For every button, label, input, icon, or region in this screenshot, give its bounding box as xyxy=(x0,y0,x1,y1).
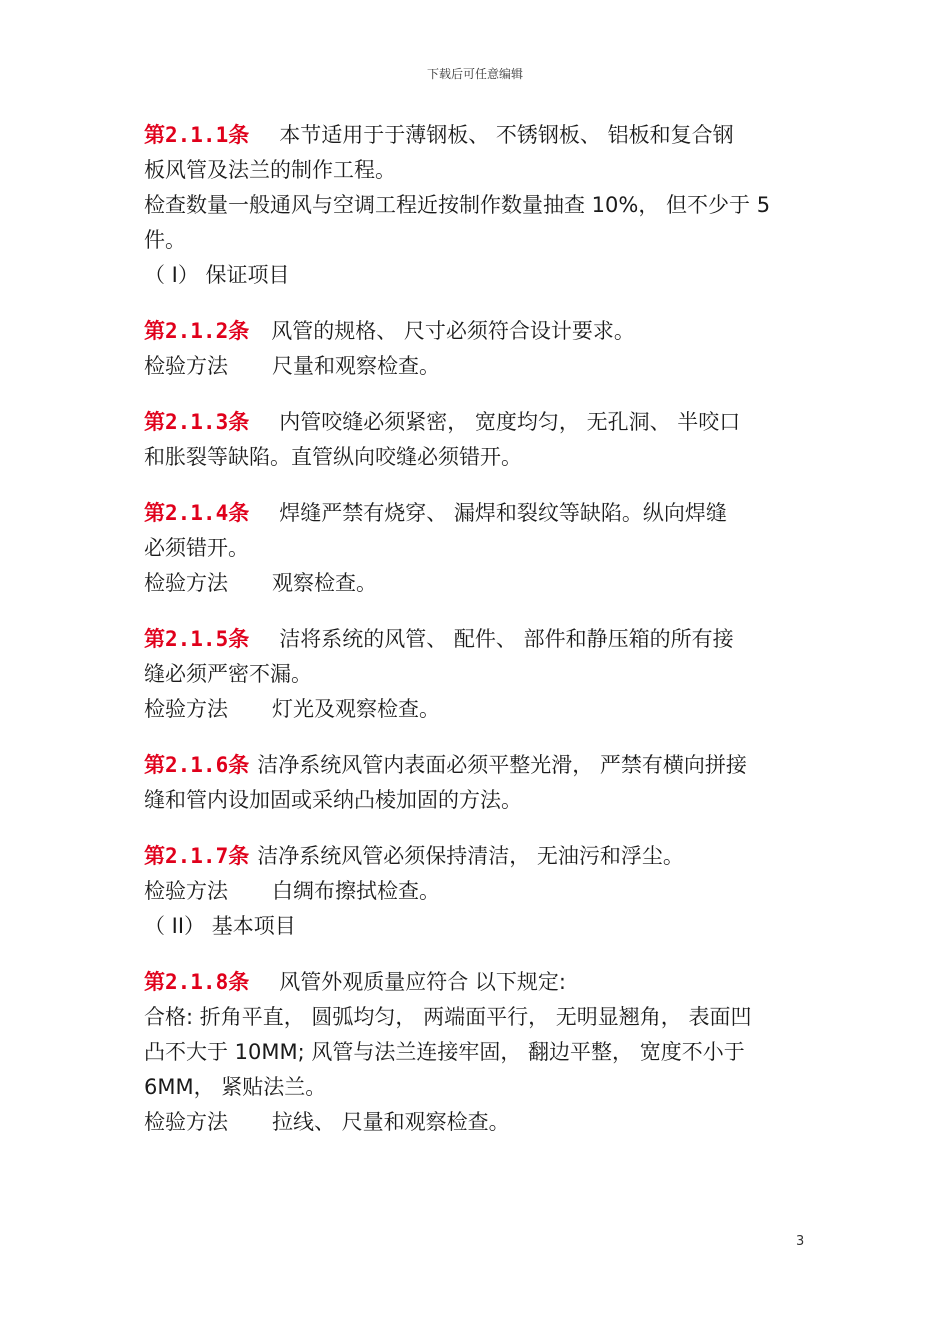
article-text: 风管的规格、 尺寸必须符合设计要求。 xyxy=(271,319,635,343)
article-2-1-1-line-4: 件。 xyxy=(144,228,186,252)
article-2-1-1-line-2: 板风管及法兰的制作工程。 xyxy=(144,158,396,182)
inspection-method-label: 检验方法 xyxy=(144,1110,228,1134)
article-2-1-6-line-2: 缝和管内设加固或采纳凸棱加固的方法。 xyxy=(144,788,522,812)
article-2-1-1-line-3: 检查数量一般通风与空调工程近按制作数量抽查 10%， 但不少于 5 xyxy=(144,193,771,217)
article-text: 洁净系统风管内表面必须平整光滑， 严禁有横向拼接 xyxy=(257,753,747,777)
inspection-method-label: 检验方法 xyxy=(144,354,228,378)
inspection-method xyxy=(144,1105,809,1140)
inspection-method-label: 检验方法 xyxy=(144,879,228,903)
article-2-1-6-line-1 xyxy=(144,748,809,783)
inspection-method-value: 拉线、 尺量和观察检查。 xyxy=(272,1110,510,1134)
article-number: 第2.1.8条 xyxy=(144,970,250,994)
inspection-method xyxy=(144,692,809,727)
article-2-1-1-line-1 xyxy=(144,118,809,153)
article-text: 洁净系统风管必须保持清洁， 无油污和浮尘。 xyxy=(257,844,684,868)
inspection-method xyxy=(144,566,809,601)
section-heading-guarantee: （ I） 保证项目 xyxy=(144,263,290,287)
article-2-1-8-line-2: 合格: 折角平直， 圆弧均匀， 两端面平行， 无明显翘角， 表面凹 xyxy=(144,1005,752,1029)
article-2-1-5-line-2: 缝必须严密不漏。 xyxy=(144,662,312,686)
article-2-1-4-line-1 xyxy=(144,496,809,531)
inspection-method xyxy=(144,874,809,909)
article-text: 风管外观质量应符合 以下规定: xyxy=(279,970,566,994)
article-2-1-5-line-1 xyxy=(144,622,809,657)
inspection-method-value: 白绸布擦拭检查。 xyxy=(272,879,440,903)
document-body xyxy=(144,118,809,1140)
article-2-1-4-line-2: 必须错开。 xyxy=(144,536,249,560)
article-text: 焊缝严禁有烧穿、 漏焊和裂纹等缺陷。纵向焊缝 xyxy=(279,501,727,525)
article-number: 第2.1.7条 xyxy=(144,844,250,868)
article-2-1-7-line-1 xyxy=(144,839,809,874)
article-2-1-3-line-2: 和胀裂等缺陷。直管纵向咬缝必须错开。 xyxy=(144,445,522,469)
article-2-1-8-line-4: 6MM， 紧贴法兰。 xyxy=(144,1075,327,1099)
article-2-1-8-line-3: 凸不大于 10MM; 风管与法兰连接牢固， 翻边平整， 宽度不小于 xyxy=(144,1040,745,1064)
article-2-1-8-line-1 xyxy=(144,965,809,1000)
article-text: 内管咬缝必须紧密， 宽度均匀， 无孔洞、 半咬口 xyxy=(279,410,741,434)
article-2-1-2-line-1 xyxy=(144,314,809,349)
page-number: 3 xyxy=(796,1234,805,1249)
article-number: 第2.1.5条 xyxy=(144,627,250,651)
article-number: 第2.1.4条 xyxy=(144,501,250,525)
inspection-method-label: 检验方法 xyxy=(144,697,228,721)
inspection-method xyxy=(144,349,809,384)
page-header: 下载后可任意编辑 xyxy=(426,67,523,81)
article-text: 洁将系统的风管、 配件、 部件和静压箱的所有接 xyxy=(279,627,734,651)
article-number: 第2.1.6条 xyxy=(144,753,250,777)
article-2-1-3-line-1 xyxy=(144,405,809,440)
inspection-method-value: 灯光及观察检查。 xyxy=(272,697,440,721)
article-text: 本节适用于于薄钢板、 不锈钢板、 铝板和复合钢 xyxy=(279,123,734,147)
inspection-method-value: 观察检查。 xyxy=(272,571,377,595)
inspection-method-value: 尺量和观察检查。 xyxy=(272,354,440,378)
section-heading-basic: （ II） 基本项目 xyxy=(144,914,296,938)
inspection-method-label: 检验方法 xyxy=(144,571,228,595)
article-number: 第2.1.1条 xyxy=(144,123,250,147)
article-number: 第2.1.2条 xyxy=(144,319,250,343)
article-number: 第2.1.3条 xyxy=(144,410,250,434)
